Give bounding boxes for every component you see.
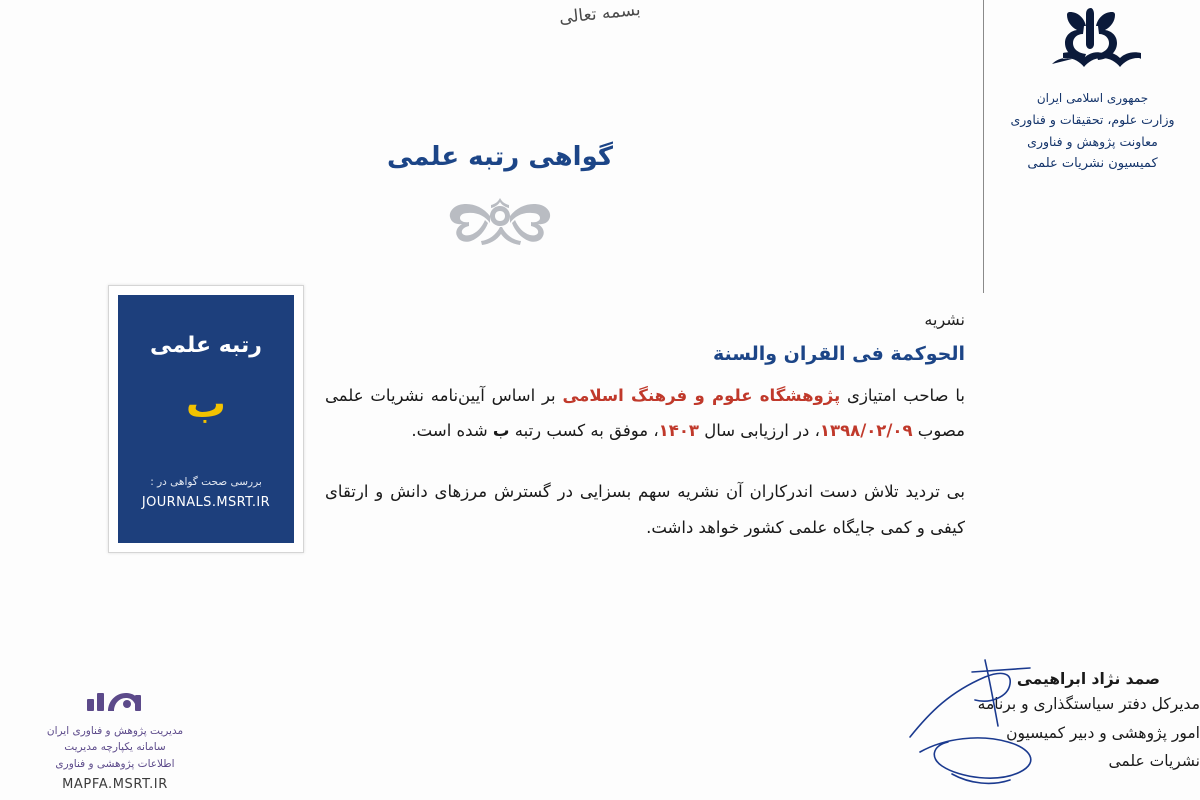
role-line-2: امور پژوهشی و دبیر کمیسیون bbox=[1006, 723, 1200, 742]
statement-part-4: ، موفق به کسب رتبه bbox=[509, 420, 659, 440]
floral-ornament-icon bbox=[0, 196, 1200, 258]
signatory-name: صمد نژاد ابراهیمی bbox=[1016, 669, 1160, 688]
awarded-rank: ب bbox=[492, 420, 510, 440]
mapfa-footer bbox=[0, 685, 230, 792]
iran-emblem-icon bbox=[985, 4, 1200, 82]
mapfa-logo-icon bbox=[0, 685, 230, 719]
mapfa-description bbox=[0, 723, 230, 773]
certificate-statement bbox=[325, 379, 965, 448]
statement-part-3: ، در ارزیابی سال bbox=[698, 420, 820, 440]
journal-name: الحوكمة فى القران والسنة bbox=[712, 343, 965, 365]
rank-verify-label: بررسی صحت گواهی در : bbox=[150, 476, 262, 488]
role-line-3: نشریات علمی bbox=[1108, 752, 1200, 771]
rank-badge-title: رتبه علمی bbox=[150, 333, 262, 358]
org-line-2: وزارت علوم، تحقیقات و فناوری bbox=[1010, 112, 1175, 127]
mapfa-line-3: اطلاعات پژوهشی و فناوری bbox=[55, 758, 175, 771]
closing-paragraph: بی تردید تلاش دست اندرکاران آن نشریه سهم بسزایی در گسترش مرزهای دانش و ارتقای کیفی و کمی جایگاه علمی کشور خواهد داشت. bbox=[325, 482, 965, 537]
rank-verify-url[interactable]: JOURNALS.MSRT.IR bbox=[141, 495, 271, 510]
evaluation-year: ۱۴۰۳ bbox=[658, 420, 699, 440]
certificate-body bbox=[325, 310, 965, 545]
statement-part-1: با صاحب امتیازی bbox=[840, 386, 965, 405]
signature-block bbox=[870, 670, 1200, 776]
mapfa-line-1: مدیریت پژوهش و فناوری ایران bbox=[46, 724, 184, 737]
mapfa-line-2: سامانه یکپارچه مدیریت bbox=[64, 741, 166, 754]
regulation-date: ۱۳۹۸/۰۲/۰۹ bbox=[819, 420, 913, 440]
rank-badge-letter: ب bbox=[185, 381, 227, 427]
mapfa-url[interactable]: MAPFA.MSRT.IR bbox=[62, 777, 168, 792]
statement-part-5: شده است. bbox=[411, 420, 493, 440]
org-line-1: جمهوری اسلامی ایران bbox=[1036, 91, 1149, 105]
statement-part-2: بر اساس آیین‌نامه نشریات علمی مصوب bbox=[325, 386, 965, 440]
besmehe-text: بسمه تعالی bbox=[558, 0, 642, 29]
org-line-4: کمیسیون نشریات علمی bbox=[1027, 155, 1158, 171]
rank-badge-inner bbox=[118, 295, 294, 543]
owner-organization: پژوهشگاه علوم و فرهنگ اسلامی bbox=[562, 386, 841, 405]
page-title-text: گواهی رتبه علمی bbox=[387, 142, 613, 172]
signatory-role bbox=[880, 690, 1200, 776]
journal-label: نشریه bbox=[924, 310, 965, 329]
role-line-1: مدیرکل دفتر سیاستگذاری و برنامه bbox=[977, 694, 1200, 713]
rank-badge bbox=[108, 285, 304, 553]
org-line-3: معاونت پژوهش و فناوری bbox=[1027, 133, 1158, 149]
page-title bbox=[0, 142, 1200, 172]
